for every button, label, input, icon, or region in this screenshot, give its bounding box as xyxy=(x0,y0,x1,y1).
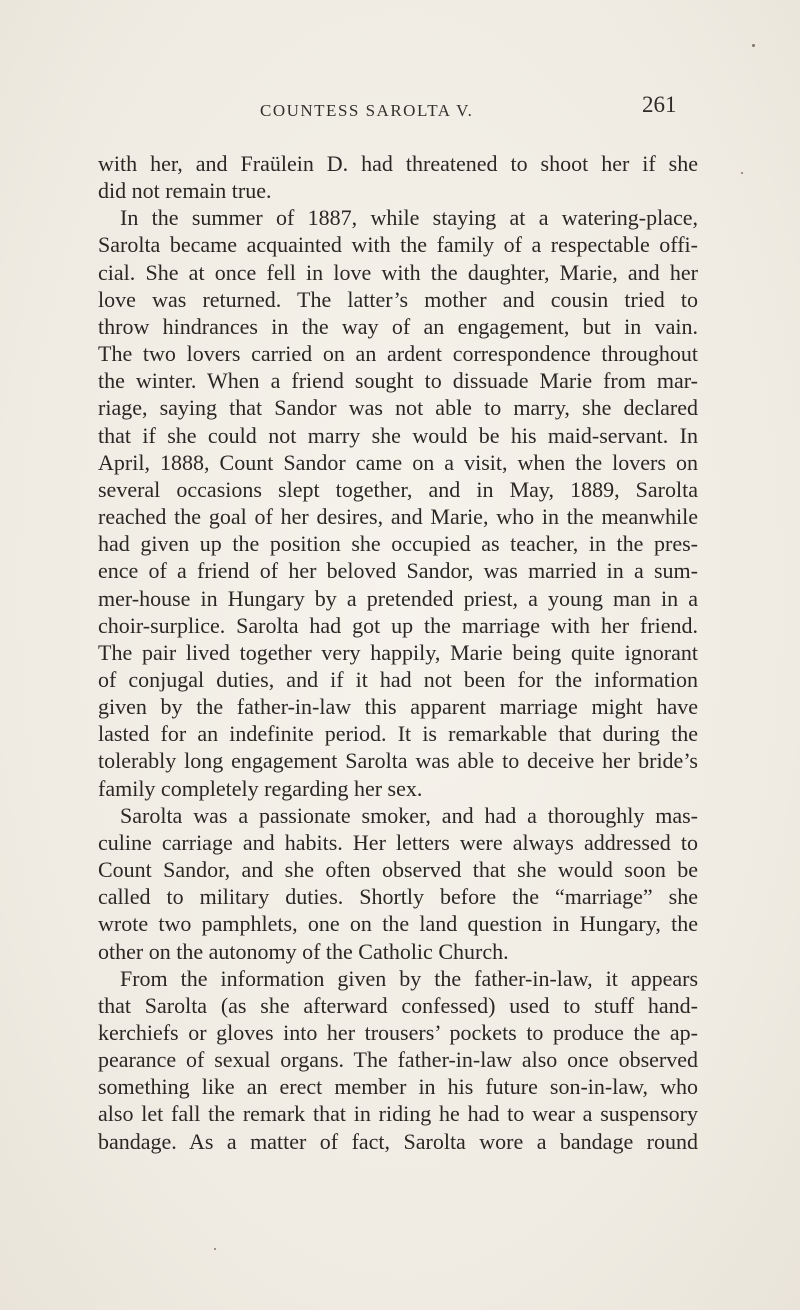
text-line: pearance of sexual organs. The father-in-law also once observed xyxy=(98,1047,698,1073)
page-number: 261 xyxy=(642,92,677,117)
text-line: The two lovers carried on an ardent correspondence throughout xyxy=(98,341,698,367)
text-line: Sarolta was a passionate smoker, and had a thoroughly mas- xyxy=(120,802,698,828)
paper-speck xyxy=(741,172,743,174)
text-line: bandage. As a matter of fact, Sarolta wore a bandage round xyxy=(98,1128,698,1154)
text-line: had given up the position she occupied as teacher, in the pres- xyxy=(98,531,698,557)
text-line: lasted for an indefinite period. It is remarkable that during the xyxy=(98,721,698,747)
body-text xyxy=(98,150,698,1155)
text-line: several occasions slept together, and in May, 1889, Sarolta xyxy=(98,476,698,502)
text-line: cial. She at once fell in love with the daughter, Marie, and her xyxy=(98,259,698,285)
text-line: family completely regarding her sex. xyxy=(98,775,423,801)
text-line: wrote two pamphlets, one on the land question in Hungary, the xyxy=(98,911,698,937)
text-line: with her, and Fraülein D. had threatened to shoot her if she xyxy=(98,151,698,176)
text-line: Count Sandor, and she often observed that she would soon be xyxy=(98,857,698,883)
text-line: called to military duties. Shortly before the “marriage” she xyxy=(98,884,698,910)
text-line: kerchiefs or gloves into her trousers’ pockets to produce the ap- xyxy=(98,1020,698,1045)
text-line: something like an erect member in his future son-in-law, who xyxy=(98,1074,698,1100)
text-line: other on the autonomy of the Catholic Church. xyxy=(98,938,509,964)
text-line: love was returned. The latter’s mother and cousin tried to xyxy=(98,286,698,312)
text-line: given by the father-in-law this apparent marriage might have xyxy=(98,694,698,720)
text-line: In the summer of 1887, while staying at a watering-place, xyxy=(120,205,698,231)
paper-speck xyxy=(214,1248,216,1250)
text-line: also let fall the remark that in riding he had to wear a suspensory xyxy=(98,1101,698,1127)
text-line: tolerably long engagement Sarolta was able to deceive her bride’s xyxy=(98,748,698,774)
text-line: The pair lived together very happily, Marie being quite ignorant xyxy=(98,639,698,665)
text-line: mer-house in Hungary by a pretended priest, a young man in a xyxy=(98,585,698,611)
text-line: reached the goal of her desires, and Marie, who in the meanwhile xyxy=(98,504,698,530)
text-line: of conjugal duties, and if it had not been for the information xyxy=(98,666,698,692)
text-line: ence of a friend of her beloved Sandor, was married in a sum- xyxy=(98,558,698,584)
text-line: Sarolta became acquainted with the family of a respectable offi- xyxy=(98,232,698,258)
text-line: did not remain true. xyxy=(98,178,272,204)
paper-speck xyxy=(752,44,755,47)
text-line: choir-surplice. Sarolta had got up the marriage with her friend. xyxy=(98,612,698,638)
text-line: April, 1888, Count Sandor came on a visit, when the lovers on xyxy=(98,449,698,475)
text-line: the winter. When a friend sought to dissuade Marie from mar- xyxy=(98,368,698,394)
running-head: COUNTESS SAROLTA V. xyxy=(260,101,474,120)
text-line: throw hindrances in the way of an engagement, but in vain. xyxy=(98,313,698,339)
text-line: From the information given by the father-in-law, it appears xyxy=(120,965,698,991)
text-line: riage, saying that Sandor was not able to marry, she declared xyxy=(98,395,698,421)
text-line: that if she could not marry she would be his maid-servant. In xyxy=(98,422,698,448)
text-line: culine carriage and habits. Her letters were always addressed to xyxy=(98,829,698,855)
text-line: that Sarolta (as she afterward confessed) used to stuff hand- xyxy=(98,992,698,1018)
